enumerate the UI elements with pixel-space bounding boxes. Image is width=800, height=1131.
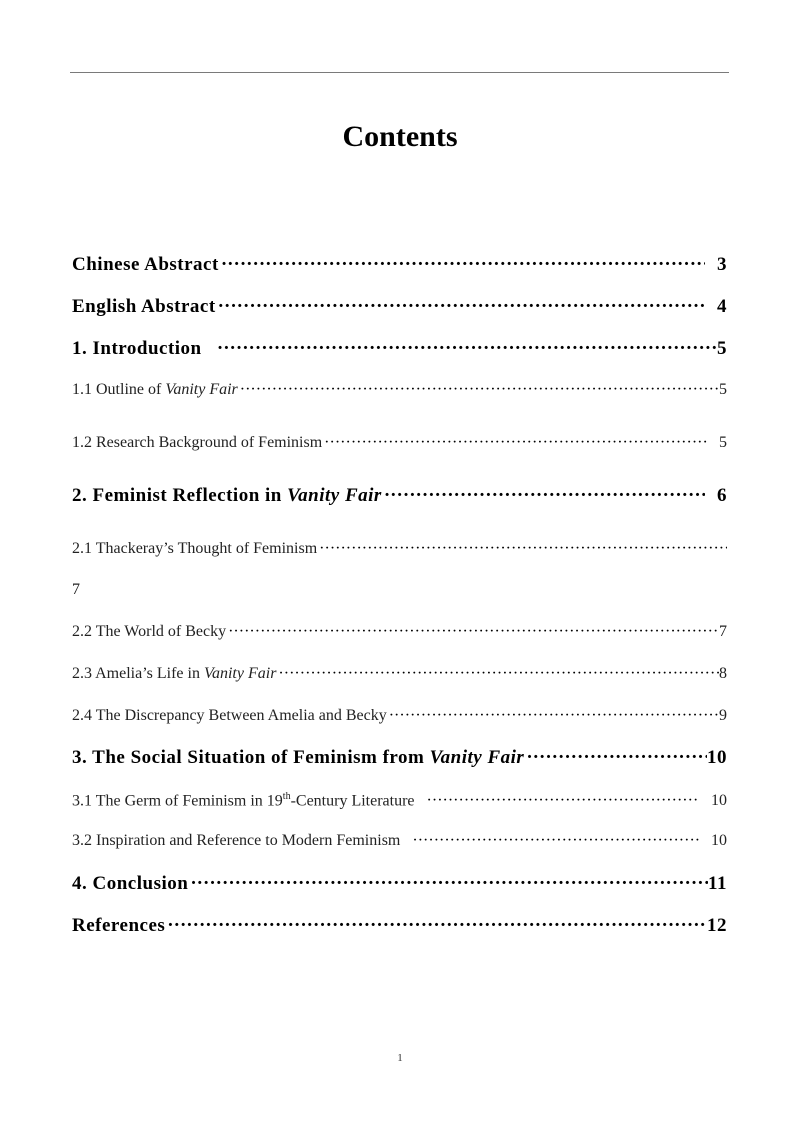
toc-entry-label: 2.2 The World of Becky (72, 623, 227, 640)
toc-entry-label: 4. Conclusion (72, 873, 189, 894)
dot-leader (389, 707, 719, 725)
dot-leader (190, 873, 708, 895)
dot-leader (412, 832, 699, 850)
toc-entry-label: 3. The Social Situation of Feminism from Vanity Fair (72, 747, 525, 768)
toc-page-number: 9 (719, 707, 727, 724)
toc-entry-references[interactable] (72, 915, 727, 937)
dot-leader (240, 381, 719, 399)
toc-entry-label: 2. Feminist Reflection in Vanity Fair (72, 485, 382, 506)
toc-entry-label: References (72, 915, 166, 936)
dot-leader (221, 254, 705, 276)
dot-leader (319, 540, 727, 558)
toc-entry-research-background[interactable] (72, 434, 727, 452)
dot-leader (324, 434, 707, 452)
toc-entry-discrepancy[interactable] (72, 707, 727, 725)
toc-page-number: 12 (707, 915, 727, 936)
page-title: Contents (342, 120, 458, 153)
toc-entry-world-of-becky[interactable] (72, 623, 727, 641)
toc-entry-label: 1.1 Outline of Vanity Fair (72, 381, 238, 398)
toc-entry-label: 2.1 Thackeray’s Thought of Feminism (72, 540, 318, 557)
dot-leader (167, 915, 707, 937)
toc-page-number: 8 (719, 665, 727, 682)
toc-page-number: 11 (708, 873, 727, 894)
toc-entry-label: 3.2 Inspiration and Reference to Modern Feminism (72, 832, 405, 849)
toc-entry-amelia-life[interactable] (72, 665, 727, 683)
toc-entry-conclusion[interactable] (72, 873, 727, 895)
toc-page-number: 5 (719, 434, 727, 451)
italic-title: Vanity Fair (287, 485, 382, 506)
footer-page-number: 1 (397, 1052, 403, 1064)
toc-entry-feminist-reflection[interactable] (72, 485, 727, 507)
toc-entry-introduction[interactable] (72, 338, 727, 360)
toc-page-number: 10 (711, 832, 727, 849)
toc-page-number: 5 (717, 338, 727, 359)
dot-leader (384, 485, 705, 507)
dot-leader (228, 623, 719, 641)
toc-entry-english-abstract[interactable] (72, 296, 727, 318)
superscript: th (282, 791, 291, 802)
toc-entry-social-situation[interactable] (72, 747, 727, 769)
toc-entry-label: 2.3 Amelia’s Life in Vanity Fair (72, 665, 277, 682)
dot-leader (526, 747, 707, 769)
toc-entry-label: 1.2 Research Background of Feminism (72, 434, 323, 451)
dot-leader (427, 792, 699, 810)
toc-page-number: 7 (719, 623, 727, 640)
dot-leader (278, 665, 719, 683)
toc-entry-inspiration-reference[interactable] (72, 832, 727, 850)
dot-leader (217, 338, 717, 360)
header-rule (70, 72, 729, 73)
toc-entry-outline-of-vanity-fair[interactable] (72, 381, 727, 399)
toc-page-number: 5 (719, 381, 727, 398)
toc-page-number: 7 (72, 581, 80, 598)
toc-page-number: 10 (711, 792, 727, 810)
toc-entry-label: 2.4 The Discrepancy Between Amelia and Becky (72, 707, 387, 724)
italic-title: Vanity Fair (429, 747, 525, 768)
toc-entry-thackeray-thought[interactable] (72, 540, 727, 558)
toc-entry-germ-of-feminism[interactable] (72, 791, 727, 810)
toc-page-number: 6 (717, 485, 727, 506)
italic-title: Vanity Fair (203, 665, 277, 682)
toc-entry-label: Chinese Abstract (72, 254, 219, 275)
toc-entry-chinese-abstract[interactable] (72, 254, 727, 276)
toc-page-number: 4 (717, 296, 727, 317)
toc-entry-label: 3.1 The Germ of Feminism in 19th-Century Literature (72, 791, 419, 810)
toc-entry-label: 1. Introduction (72, 338, 207, 359)
toc-page-number: 3 (717, 254, 727, 275)
dot-leader (218, 296, 705, 318)
toc-page-number: 10 (707, 747, 727, 768)
toc-entry-label: English Abstract (72, 296, 216, 317)
italic-title: Vanity Fair (165, 381, 238, 398)
